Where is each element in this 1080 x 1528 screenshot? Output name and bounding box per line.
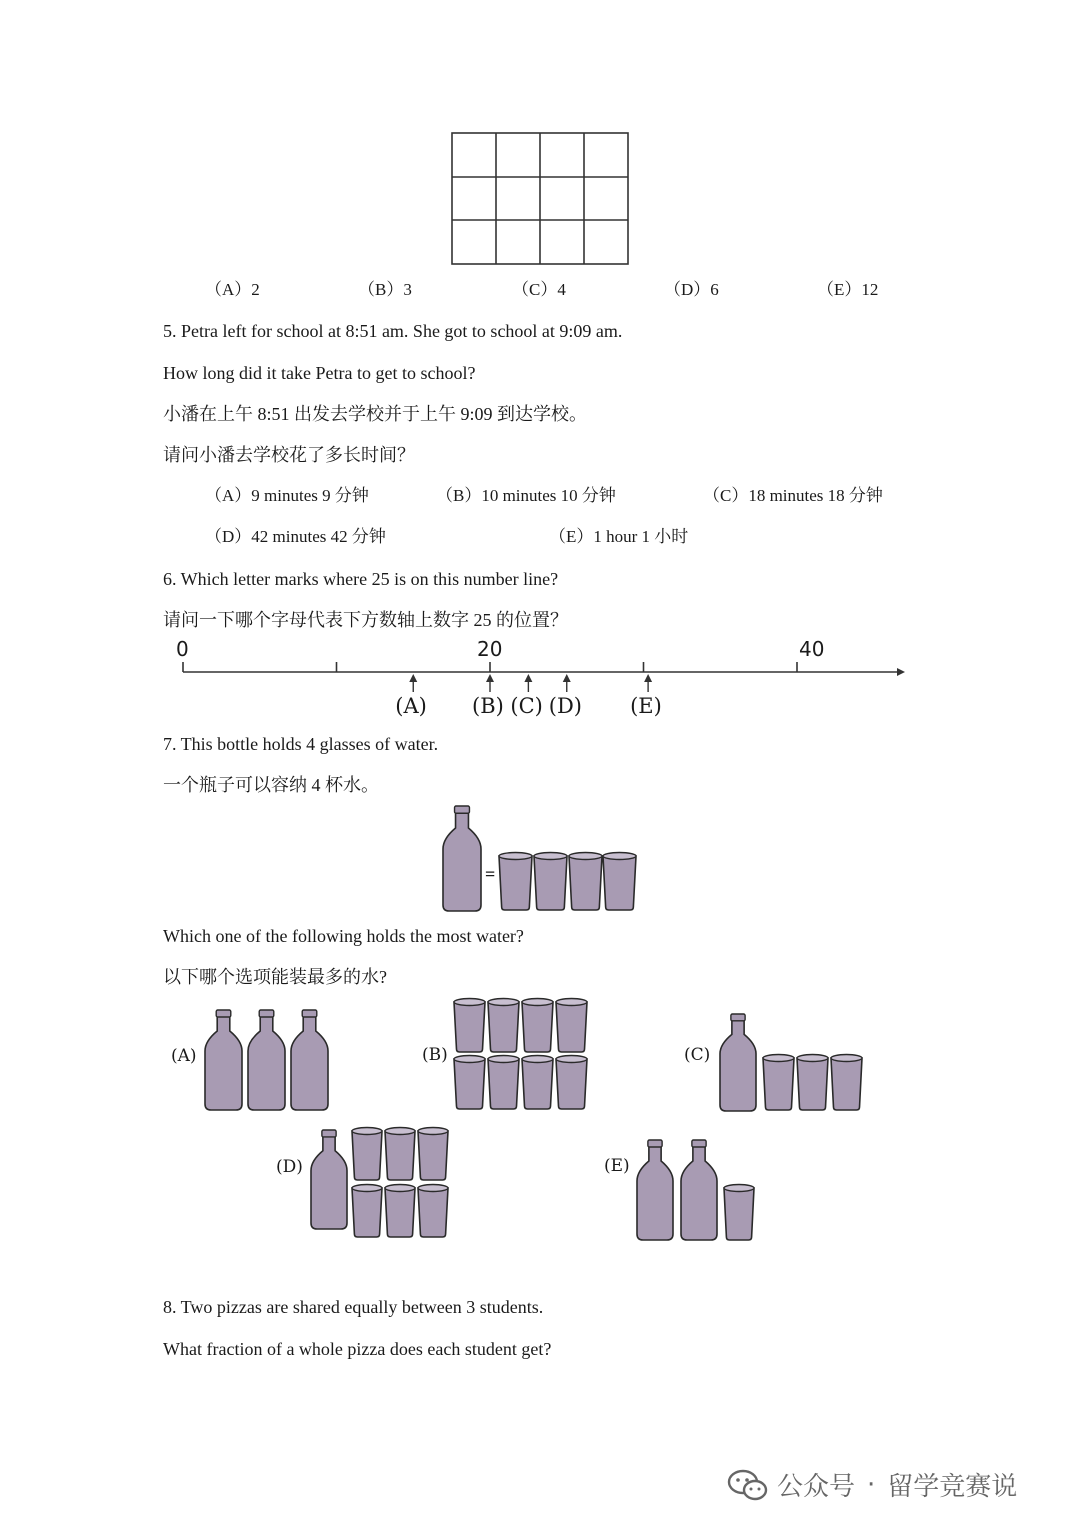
q7-choice-a-label: (A) <box>171 1046 197 1066</box>
wechat-icon <box>727 1467 769 1503</box>
q5-option-a: （A）9 minutes 9 分钟 <box>205 486 369 505</box>
glass-rim <box>499 853 532 860</box>
q7-question-en-2: Which one of the following holds the most water? <box>163 926 524 946</box>
q7-question-zh: 一个瓶子可以容纳 4 杯水。 <box>163 775 379 795</box>
watermark-dot: · <box>867 1469 876 1500</box>
numberline-marker-arrowhead <box>644 674 652 682</box>
q7-choice-b-label: (B) <box>422 1045 448 1065</box>
bottle-cap <box>692 1140 706 1147</box>
q7-choice-c-label: (C) <box>684 1045 711 1065</box>
q5-option-c: （C）18 minutes 18 分钟 <box>703 486 883 505</box>
bottle <box>637 1145 673 1240</box>
glass-rim <box>454 999 485 1006</box>
answer-choice-figures <box>205 999 862 1241</box>
bottle <box>311 1135 347 1229</box>
glass-rim <box>522 999 553 1006</box>
q7-choice-e-label: (E) <box>604 1156 630 1176</box>
glass <box>724 1188 754 1240</box>
numberline-marker-label: (B) <box>472 694 504 718</box>
q6-question-zh: 请问一下哪个字母代表下方数轴上数字 25 的位置？ <box>163 610 568 630</box>
q5-question-zh-2: 请问小潘去学校花了多长时间？ <box>163 445 415 465</box>
equals-sign: = <box>485 864 496 884</box>
bottle-equals-glasses-figure <box>443 806 636 911</box>
glass <box>603 856 636 910</box>
q4-option-e: （E）12 <box>817 280 879 299</box>
q5-question-en: 5. Petra left for school at 8:51 am. She got to school at 9:09 am. <box>163 321 623 341</box>
q8-question-en: 8. Two pizzas are shared equally between 3 students. <box>163 1297 544 1317</box>
numberline-arrowhead <box>897 668 905 676</box>
numberline-marker-label: (E) <box>630 694 662 718</box>
glass <box>556 1002 587 1052</box>
glass <box>522 1059 553 1109</box>
grid-figure <box>452 133 628 264</box>
glass-rim <box>556 999 587 1006</box>
glass-rim <box>385 1128 415 1135</box>
watermark <box>727 1466 1017 1503</box>
numberline-tick-label-40: 40 <box>799 637 825 661</box>
glass <box>488 1059 519 1109</box>
q5-option-b: （B）10 minutes 10 分钟 <box>436 486 616 505</box>
bottle-cap <box>322 1130 336 1137</box>
choice-e-figure <box>637 1140 754 1240</box>
number-line <box>183 662 905 692</box>
glass <box>454 1002 485 1052</box>
glass <box>488 1002 519 1052</box>
numberline-marker-arrowhead <box>563 674 571 682</box>
glass-rim <box>488 999 519 1006</box>
glass-rim <box>454 1056 485 1063</box>
glass <box>569 856 602 910</box>
bottle-cap <box>455 806 470 813</box>
q6-question-en: 6. Which letter marks where 25 is on this number line? <box>163 569 559 589</box>
bottle <box>205 1015 242 1110</box>
glass <box>385 1131 415 1180</box>
numberline-marker-arrowhead <box>486 674 494 682</box>
glass-rim <box>385 1185 415 1192</box>
glass <box>831 1058 862 1110</box>
glass-rim <box>724 1185 754 1192</box>
choice-d-figure <box>311 1128 448 1238</box>
numberline-marker-label: (D) <box>548 694 582 718</box>
numberline-tick-label-20: 20 <box>477 637 503 661</box>
q7-choice-d-label: (D) <box>276 1157 303 1177</box>
bottle-cap <box>259 1010 274 1017</box>
bottle-cap <box>216 1010 231 1017</box>
glass <box>454 1059 485 1109</box>
glass-rim <box>534 853 567 860</box>
numberline-marker-arrowhead <box>524 674 532 682</box>
bottle <box>443 811 481 911</box>
glass <box>418 1131 448 1180</box>
q7-question-zh-2: 以下哪个选项能装最多的水? <box>163 967 387 987</box>
glass <box>534 856 567 910</box>
glass-rim <box>352 1185 382 1192</box>
glass <box>763 1058 794 1110</box>
q8-question-en-2: What fraction of a whole pizza does each student get? <box>163 1339 552 1359</box>
choice-c-figure <box>720 1014 862 1111</box>
watermark-text-account: 公众号 <box>777 1472 856 1502</box>
bottle <box>248 1015 285 1110</box>
bottle <box>291 1015 328 1110</box>
q5-option-d: （D）42 minutes 42 分钟 <box>205 527 386 546</box>
numberline-tick-label-0: 0 <box>176 637 189 661</box>
glass <box>385 1188 415 1237</box>
glass-rim <box>488 1056 519 1063</box>
choice-b-figure <box>454 999 587 1110</box>
glass <box>352 1131 382 1180</box>
glass-rim <box>352 1128 382 1135</box>
q5-option-e: （E）1 hour 1 小时 <box>549 527 689 546</box>
glass-rim <box>603 853 636 860</box>
glass <box>797 1058 828 1110</box>
glass-rim <box>763 1055 794 1062</box>
glass-rim <box>831 1055 862 1062</box>
watermark-text-name: 留学竞赛说 <box>887 1472 1018 1502</box>
glass-rim <box>418 1128 448 1135</box>
glass <box>499 856 532 910</box>
q4-option-c: （C）4 <box>512 280 566 299</box>
bottle-cap <box>648 1140 662 1147</box>
choice-a-figure <box>205 1010 328 1110</box>
q7-question-en: 7. This bottle holds 4 glasses of water. <box>163 734 439 754</box>
bottle <box>720 1019 756 1111</box>
bottle-cap <box>302 1010 317 1017</box>
q4-option-a: （A）2 <box>205 280 260 299</box>
glass-rim <box>569 853 602 860</box>
bottle-cap <box>731 1014 745 1021</box>
q4-option-b: （B）3 <box>358 280 412 299</box>
numberline-marker-arrowhead <box>409 674 417 682</box>
numberline-marker-label: (C) <box>510 694 543 718</box>
glass-rim <box>797 1055 828 1062</box>
numberline-marker-label: (A) <box>395 694 427 718</box>
glass <box>556 1059 587 1109</box>
q5-question-en-2: How long did it take Petra to get to school? <box>163 363 476 383</box>
q5-question-zh: 小潘在上午 8:51 出发去学校并于上午 9:09 到达学校。 <box>163 404 587 424</box>
q4-option-d: （D）6 <box>664 280 719 299</box>
glass <box>418 1188 448 1237</box>
glass-rim <box>556 1056 587 1063</box>
glass-rim <box>418 1185 448 1192</box>
glass-rim <box>522 1056 553 1063</box>
bottle <box>681 1145 717 1240</box>
glass <box>522 1002 553 1052</box>
glass <box>352 1188 382 1237</box>
